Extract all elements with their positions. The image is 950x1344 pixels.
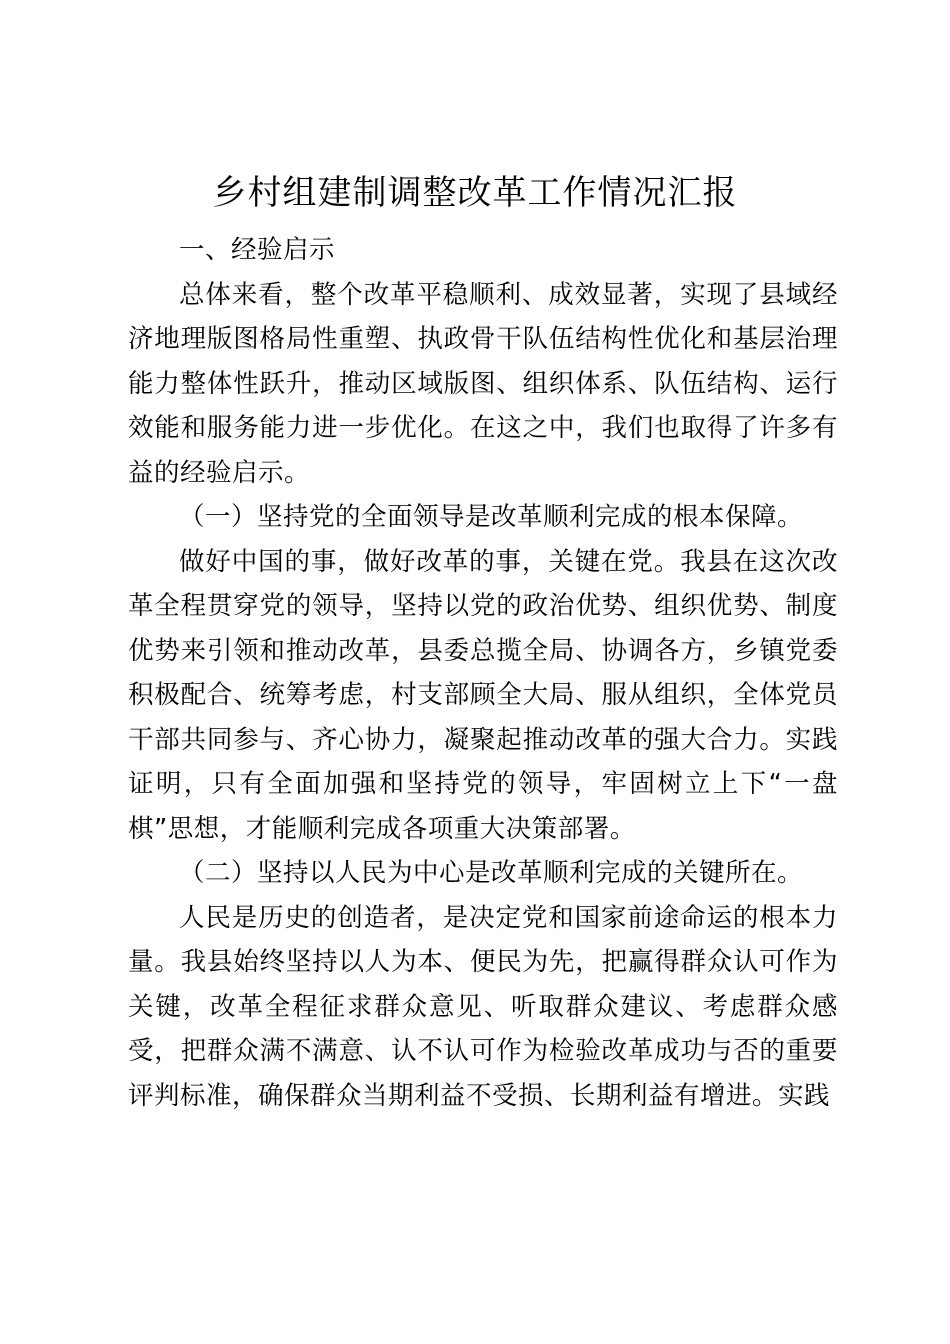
document-title: 乡村组建制调整改革工作情况汇报 — [212, 173, 738, 213]
paragraph-overview: 总体来看，整个改革平稳顺利、成效显著，实现了县域经济地理版图格局性重塑、执政骨干队伍结构性优化和基层治理能力整体性跃升，推动区域版图、组织体系、队伍结构、运行效能和服务能力进一步优化。在这之中，我们也取得了许多有益的经验启示。 — [128, 279, 838, 488]
subsection-heading-2: （二）坚持以人民为中心是改革顺利完成的关键所在。 — [179, 858, 804, 888]
section-heading-1: 一、经验启示 — [179, 235, 336, 265]
paragraph-party-leadership: 做好中国的事，做好改革的事，关键在党。我县在这次改革全程贯穿党的领导，坚持以党的政治优势、组织优势、制度优势来引领和推动改革，县委总揽全局、协调各方，乡镇党委积极配合、统筹考虑，村支部顾全大局、服从组织，全体党员干部共同参与、齐心协力，凝聚起推动改革的强大合力。实践证明，只有全面加强和坚持党的领导，牢固树立上下“一盘棋”思想，才能顺利完成各项重大决策部署。 — [128, 546, 838, 844]
paragraph-people-centered: 人民是历史的创造者，是决定党和国家前途命运的根本力量。我县始终坚持以人为本、便民为先，把赢得群众认可作为关键，改革全程征求群众意见、听取群众建议、考虑群众感受，把群众满不满意、认不认可作为检验改革成功与否的重要评判标准，确保群众当期利益不受损、长期利益有增进。实践 — [128, 902, 838, 1111]
document-body — [128, 228, 838, 1118]
subsection-heading-1: （一）坚持党的全面领导是改革顺利完成的根本保障。 — [179, 502, 804, 532]
